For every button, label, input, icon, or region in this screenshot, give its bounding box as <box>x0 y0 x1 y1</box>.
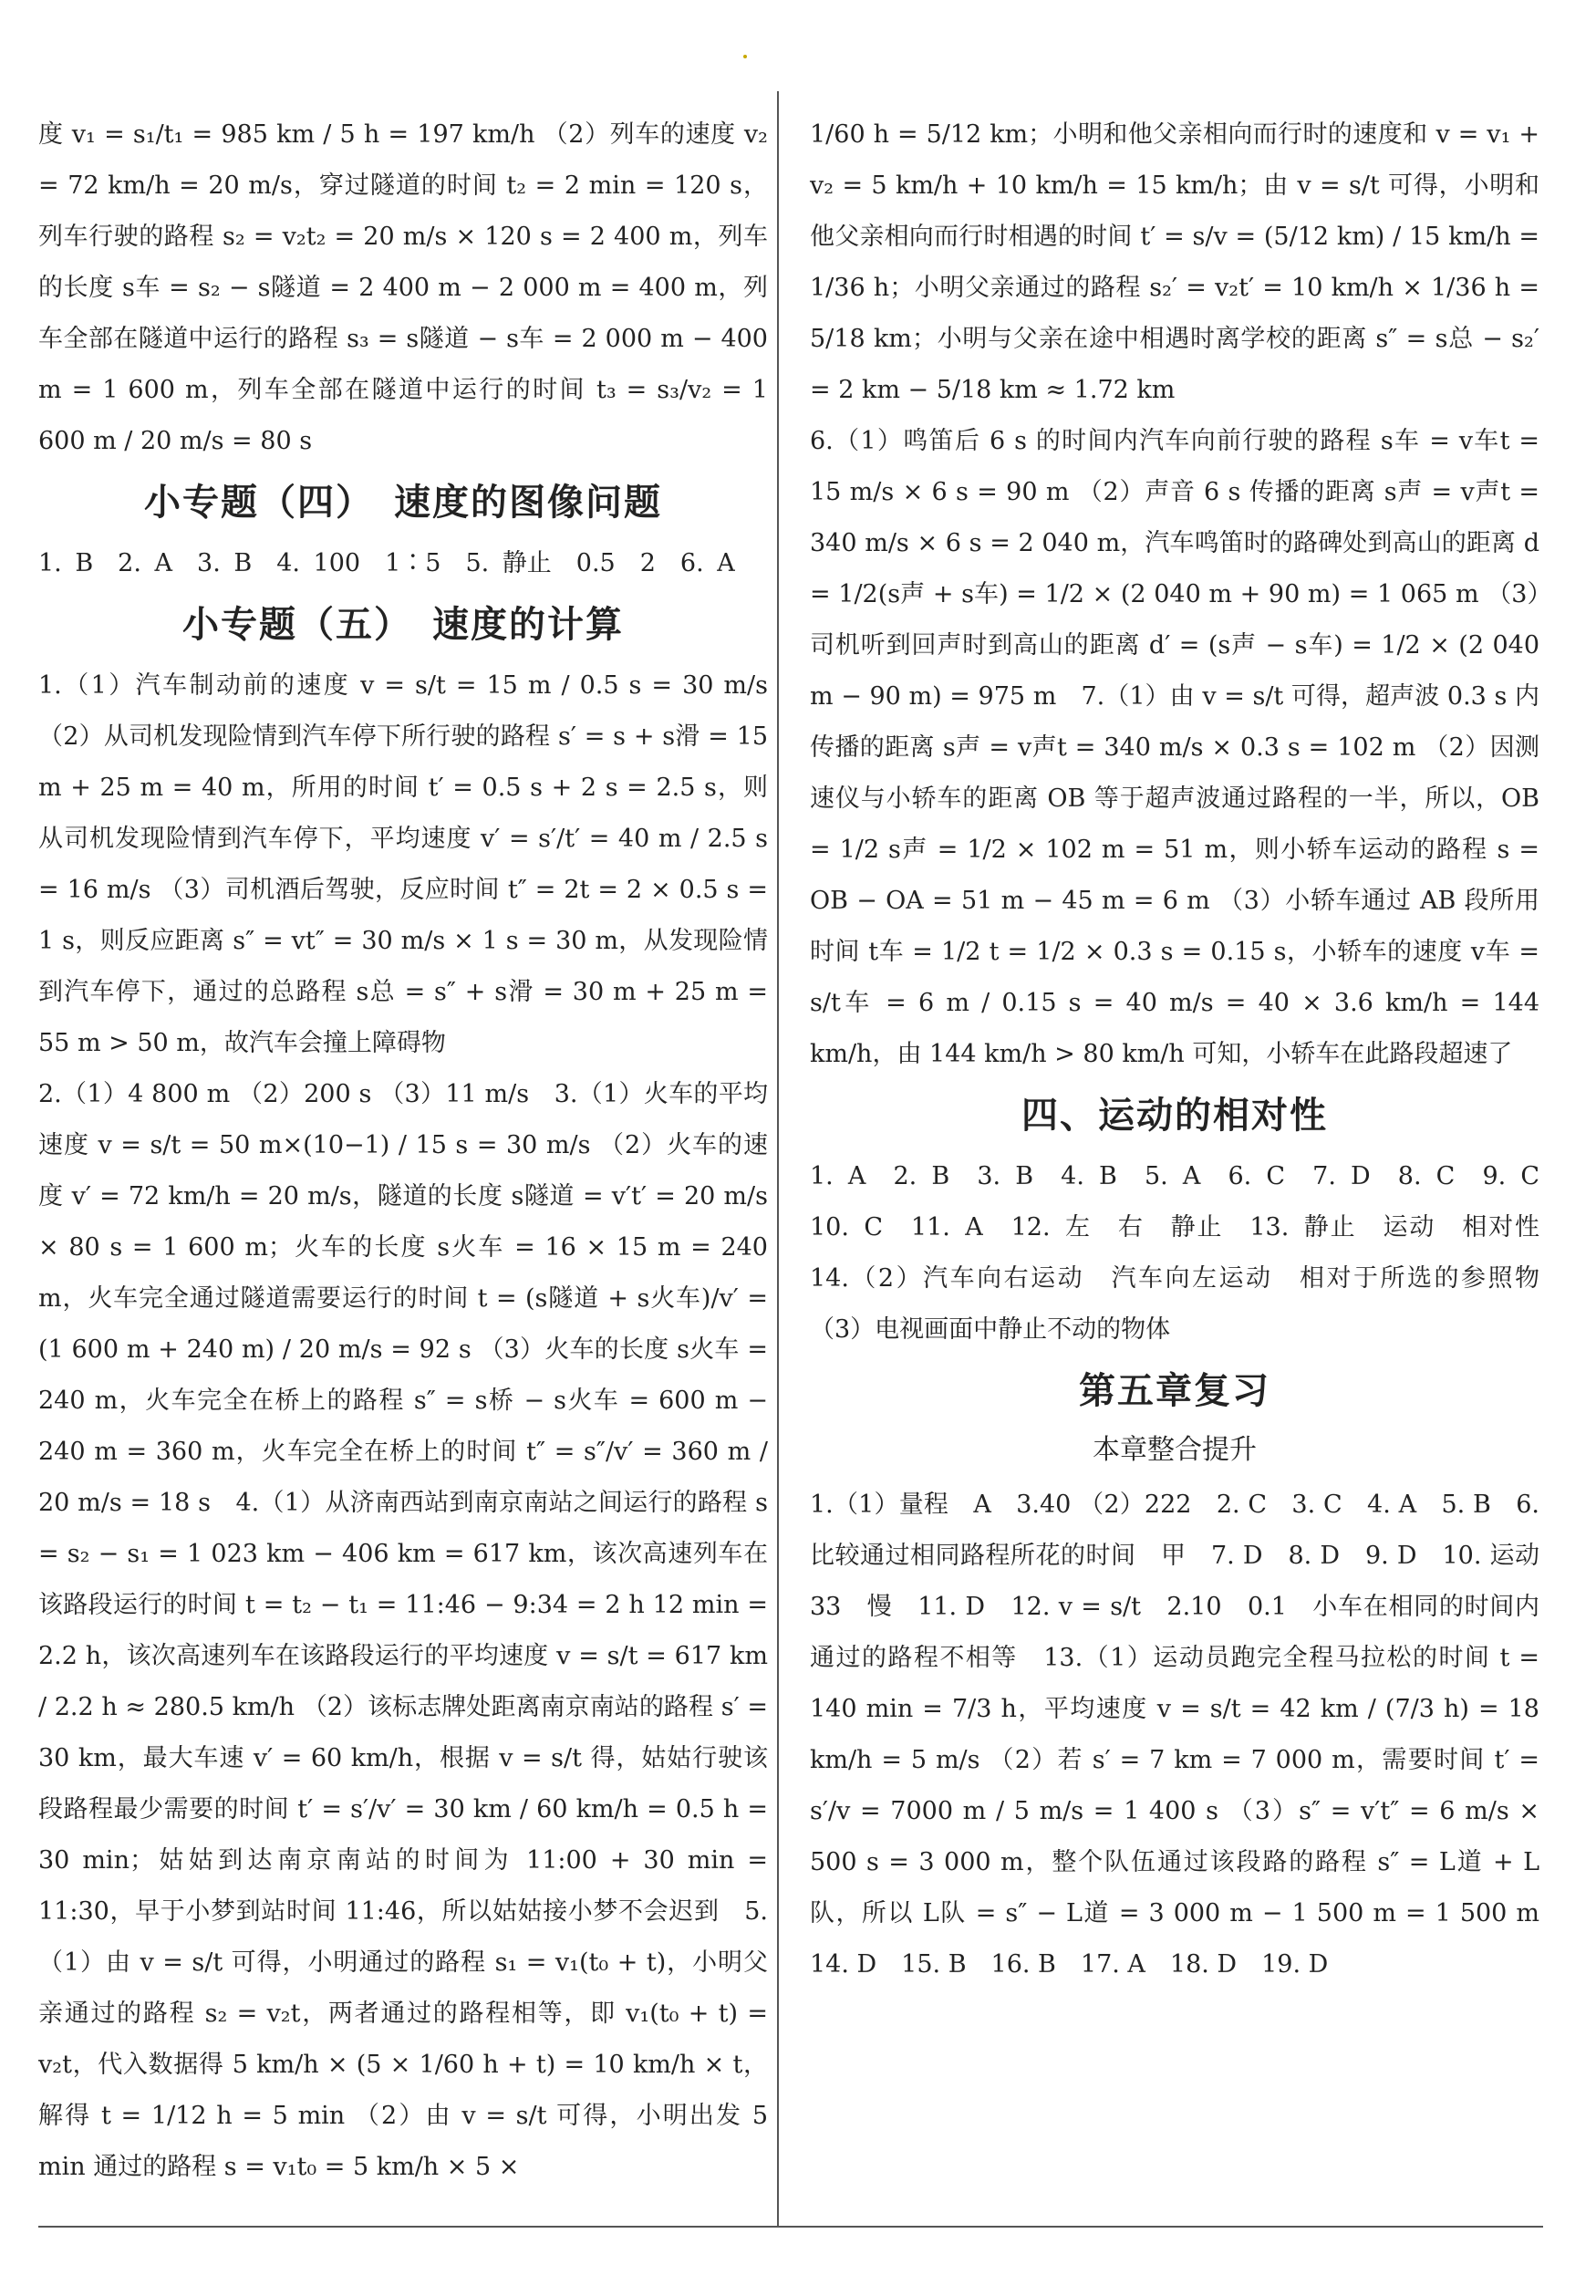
column-divider <box>777 91 779 2226</box>
section-heading: 小专题（五） 速度的计算 <box>182 604 624 646</box>
answer-paragraph: 2.（1）4 800 m （2）200 s （3）11 m/s 3.（1）火车的平均速度 v = s/t = 50 m×(10−1) / 15 s = 30 m/s （2）火车的速度 v′ = 72 km/h = 20 m/s，隧道的长度 s隧道 = v′t′ = 20 m/s × 80 s = 1 600 m；火车的长度 s火车 = 16 × 15 m = 240 m，火车完全通过隧道需要运行的时间 t = (s隧道 + s火车)/v′ = (1 600 m + 240 m) / 20 m/s = 92 s （3）火车的长度 s火车 = 240 m，火车完全在桥上的路程 s″ = s桥 − s火车 = 600 m − 240 m = 360 m，火车完全在桥上的时间 t″ = s″/v′ = 360 m / 20 m/s = 18 s 4.（1）从济南西站到南京南站之间运行的路程 s = s₂ − s₁ = 1 023 km − 406 km = 617 km，该次高速列车在该路段运行的时间 t = t₂ − t₁ = 11:46 − 9:34 = 2 h 12 min = 2.2 h，该次高速列车在该路段运行的平均速度 v = s/t = 617 km / 2.2 h ≈ 280.5 km/h （2）该标志牌处距离南京南站的路程 s′ = 30 km，最大车速 v′ = 60 km/h，根据 v = s/t 得，姑姑行驶该段路程最少需要的时间 t′ = s′/v′ = 30 km / 60 km/h = 0.5 h = 30 min；姑姑到达南京南站的时间为 11:00 + 30 min = 11:30，早于小梦到站时间 11:46，所以姑姑接小梦不会迟到 5.（1）由 v = s/t 可得，小明通过的路程 s₁ = v₁(t₀ + t)，小明父亲通过的路程 s₂ = v₂t，两者通过的路程相等，即 v₁(t₀ + t) = v₂t，代入数据得 5 km/h × (5 × 1/60 h + t) = 10 km/h × t，解得 t = 1/12 h = 5 min （2）由 v = s/t 可得，小明出发 5 min 通过的路程 s = v₁t₀ = 5 km/h × 5 × <box>38 1080 768 2181</box>
answer-paragraph: 6.（1）鸣笛后 6 s 的时间内汽车向前行驶的路程 s车 = v车t = 15 m/s × 6 s = 90 m （2）声音 6 s 传播的距离 s声 = v声t = 340 m/s × 6 s = 2 040 m，汽车鸣笛时的路碑处到高山的距离 d = 1/2(s声 + s车) = 1/2 × (2 040 m + 90 m) = 1 065 m （3）司机听到回声时到高山的距离 d′ = (s声 − s车) = 1/2 × (2 040 m − 90 m) = 975 m 7.（1）由 v = s/t 可得，超声波 0.3 s 内传播的距离 s声 = v声t = 340 m/s × 0.3 s = 102 m （2）因测速仪与小轿车的距离 OB 等于超声波通过路程的一半，所以，OB = 1/2 s声 = 1/2 × 102 m = 51 m，则小轿车运动的路程 s = OB − OA = 51 m − 45 m = 6 m （3）小轿车通过 AB 段所用时间 t车 = 1/2 t = 1/2 × 0.3 s = 0.15 s，小轿车的速度 v车 = s/t车 = 6 m / 0.15 s = 40 m/s = 40 × 3.6 km/h = 144 km/h，由 144 km/h > 80 km/h 可知，小轿车在此路段超速了 <box>810 427 1539 1068</box>
bottom-rule <box>38 2226 1543 2228</box>
sub-heading: 本章整合提升 <box>1093 1434 1257 1466</box>
answer-paragraph: 1.（1）汽车制动前的速度 v = s/t = 15 m / 0.5 s = 30 m/s （2）从司机发现险情到汽车停下所行驶的路程 s′ = s + s滑 = 15 m + 25 m = 40 m，所用的时间 t′ = 0.5 s + 2 s = 2.5 s，则从司机发现险情到汽车停下，平均速度 v′ = s′/t′ = 40 m / 2.5 s = 16 m/s （3）司机酒后驾驶，反应时间 t″ = 2t = 2 × 0.5 s = 1 s，则反应距离 s″ = vt″ = 30 m/s × 1 s = 30 m，从发现险情到汽车停下，通过的总路程 s总 = s″ + s滑 = 30 m + 25 m = 55 m > 50 m，故汽车会撞上障碍物 <box>38 671 768 1057</box>
section-heading: 小专题（四） 速度的图像问题 <box>144 482 662 524</box>
chapter-heading: 第五章复习 <box>1079 1370 1270 1412</box>
page-mark <box>743 55 747 58</box>
answer-paragraph: 度 v₁ = s₁/t₁ = 985 km / 5 h = 197 km/h （2）列车的速度 v₂ = 72 km/h = 20 m/s，穿过隧道的时间 t₂ = 2 min = 120 s，列车行驶的路程 s₂ = v₂t₂ = 20 m/s × 120 s = 2 400 m，列车的长度 s车 = s₂ − s隧道 = 2 400 m − 2 000 m = 400 m，列车全部在隧道中运行的路程 s₃ = s隧道 − s车 = 2 000 m − 400 m = 1 600 m，列车全部在隧道中运行的时间 t₃ = s₃/v₂ = 1 600 m / 20 m/s = 80 s <box>38 120 768 455</box>
left-column <box>38 109 768 2193</box>
answer-paragraph: 1.（1）量程 A 3.40 （2）222 2. C 3. C 4. A 5. B 6. 比较通过相同路程所花的时间 甲 7. D 8. D 9. D 10. 运动 33 慢 11. D 12. v = s/t 2.10 0.1 小车在相同的时间内通过的路程不相等 13.（1）运动员跑完全程马拉松的时间 t = 140 min = 7/3 h，平均速度 v = s/t = 42 km / (7/3 h) = 18 km/h = 5 m/s （2）若 s′ = 7 km = 7 000 m，需要时间 t′ = s′/v = 7000 m / 5 m/s = 1 400 s （3）s″ = v′t″ = 6 m/s × 500 s = 3 000 m，整个队伍通过该段路的路程 s″ = L道 + L队，所以 L队 = s″ − L道 = 3 000 m − 1 500 m = 1 500 m 14. D 15. B 16. B 17. A 18. D 19. D <box>810 1491 1564 1979</box>
answer-paragraph: 1/60 h = 5/12 km；小明和他父亲相向而行时的速度和 v = v₁ + v₂ = 5 km/h + 10 km/h = 15 km/h；由 v = s/t 可得，小明和他父亲相向而行时相遇的时间 t′ = s/v = (5/12 km) / 15 km/h = 1/36 h；小明父亲通过的路程 s₂′ = v₂t′ = 10 km/h × 1/36 h = 5/18 km；小明与父亲在途中相遇时离学校的距离 s″ = s总 − s₂′ = 2 km − 5/18 km ≈ 1.72 km <box>810 120 1539 404</box>
answer-list: 1. B 2. A 3. B 4. 100 1∶5 5. 静止 0.5 2 6. A <box>38 549 735 577</box>
section-heading: 四、运动的相对性 <box>1021 1095 1328 1137</box>
right-column <box>810 109 1564 1990</box>
answer-list: 1. A 2. B 3. B 4. B 5. A 6. C 7. D 8. C 9. C 10. C 11. A 12. 左 右 静止 13. 静止 运动 相对性 14.（2）汽车向右运动 汽车向左运动 相对于所选的参照物 （3）电视画面中静止不动的物体 <box>810 1162 1564 1344</box>
